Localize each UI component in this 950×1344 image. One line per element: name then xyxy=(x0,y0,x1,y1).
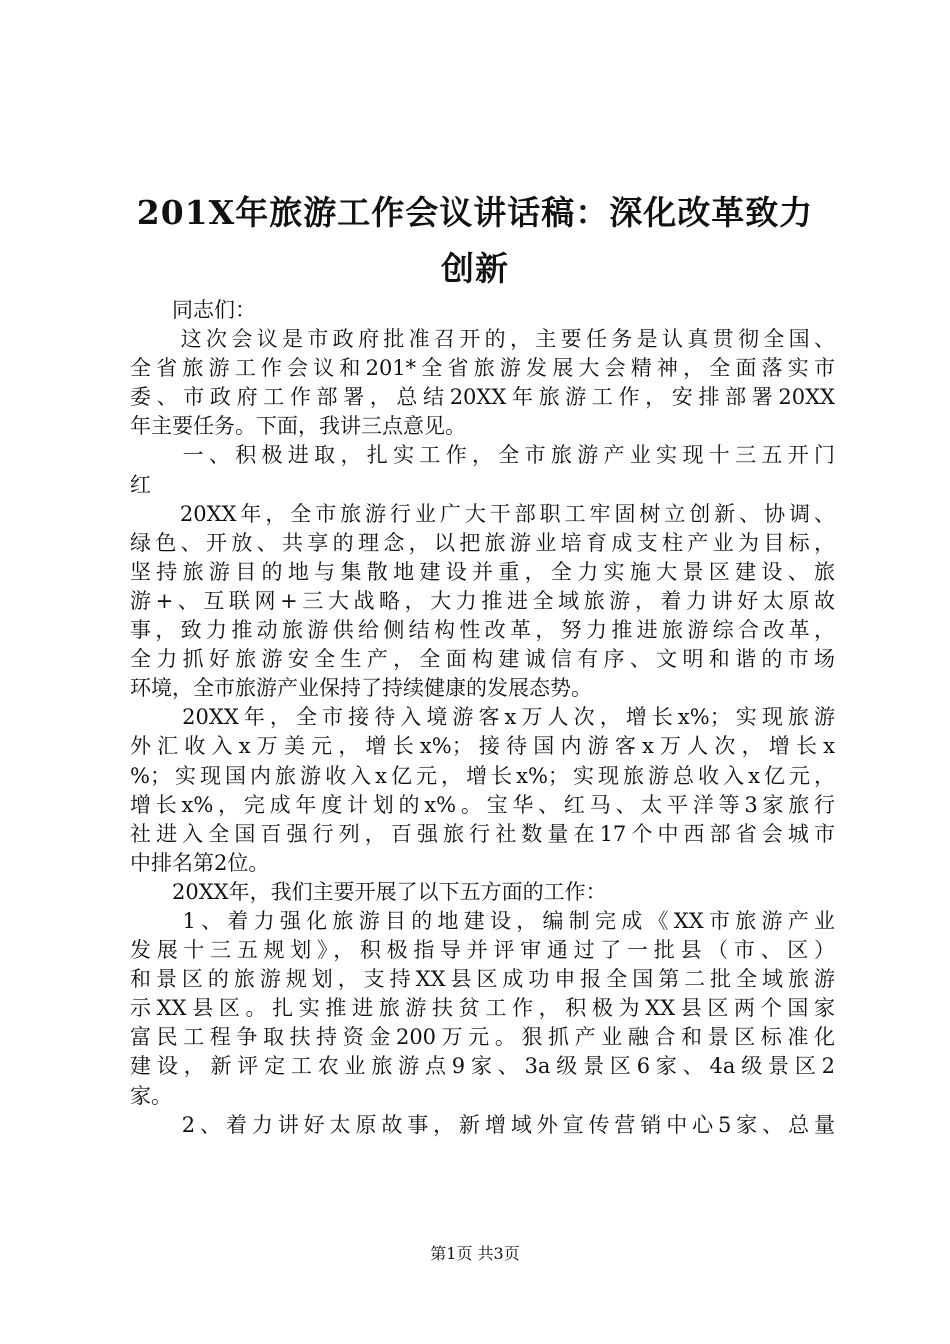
body-line: 环境，全市旅游产业保持了持续健康的发展态势。 xyxy=(130,676,592,701)
page-footer: 第1页 共3页 xyxy=(430,1244,520,1263)
body-line: 20XX年，我们主要开展了以下五方面的工作： xyxy=(130,879,607,904)
body-line: 增长x%，完成年度计划的x%。宝华、红马、太平洋等3家旅行 xyxy=(130,792,835,817)
body-line: 事，致力推动旅游供给侧结构性改革，努力推进旅游综合改革， xyxy=(130,618,835,643)
body-line: 全力抓好旅游安全生产，全面构建诚信有序、文明和谐的市场 xyxy=(130,647,835,672)
body-line: 富民工程争取扶持资金200万元。狠抓产业融合和景区标准化 xyxy=(130,1025,835,1050)
body-line: 红 xyxy=(130,472,151,497)
body-line: 家。 xyxy=(130,1083,172,1108)
body-line: 年主要任务。下面，我讲三点意见。 xyxy=(130,414,466,439)
body-line: 绿色、开放、共享的理念，以把旅游业培育成支柱产业为目标， xyxy=(130,530,835,555)
body-line: 外汇收入x万美元，增长x%；接待国内游客x万人次，增长x xyxy=(130,734,835,759)
body-line: 游+、互联网+三大战略，大力推进全域旅游，着力讲好太原故 xyxy=(130,588,835,613)
body-line: 同志们： xyxy=(130,298,256,322)
body-line: 发展十三五规划》，积极指导并评审通过了一批县（市、区） xyxy=(130,938,835,963)
body-line: 示XX县区。扎实推进旅游扶贫工作，积极为XX县区两个国家 xyxy=(130,996,835,1021)
body-line: 1、着力强化旅游目的地建设，编制完成《XX市旅游产业 xyxy=(130,908,835,933)
body-line: 和景区的旅游规划，支持XX县区成功申报全国第二批全域旅游 xyxy=(130,967,835,992)
body-line: 20XX年，全市接待入境游客x万人次，增长x%；实现旅游 xyxy=(130,705,835,730)
body-line: %；实现国内旅游收入x亿元，增长x%；实现旅游总收入x亿元， xyxy=(130,763,835,788)
document-title-line-1: 201X年旅游工作会议讲话稿：深化改革致力 xyxy=(136,193,814,232)
document-title-line-2: 创新 xyxy=(441,249,509,288)
body-line: 这次会议是市政府批准召开的，主要任务是认真贯彻全国、 xyxy=(130,327,835,352)
body-line: 一、积极进取，扎实工作，全市旅游产业实现十三五开门 xyxy=(130,443,835,468)
body-line: 全省旅游工作会议和201*全省旅游发展大会精神，全面落实市 xyxy=(130,356,835,381)
body-line: 建设，新评定工农业旅游点9家、3a级景区6家、4a级景区2 xyxy=(130,1054,835,1079)
document-body xyxy=(130,296,835,1140)
body-line: 中排名第2位。 xyxy=(130,850,270,875)
body-line: 委、市政府工作部署，总结20XX年旅游工作，安排部署20XX xyxy=(130,385,835,410)
body-line: 2、着力讲好太原故事，新增域外宣传营销中心5家、总量 xyxy=(130,1112,835,1137)
body-line: 20XX年，全市旅游行业广大干部职工牢固树立创新、协调、 xyxy=(130,501,835,526)
body-line: 坚持旅游目的地与集散地建设并重，全力实施大景区建设、旅 xyxy=(130,559,835,584)
body-line: 社进入全国百强行列，百强旅行社数量在17个中西部省会城市 xyxy=(130,821,835,846)
